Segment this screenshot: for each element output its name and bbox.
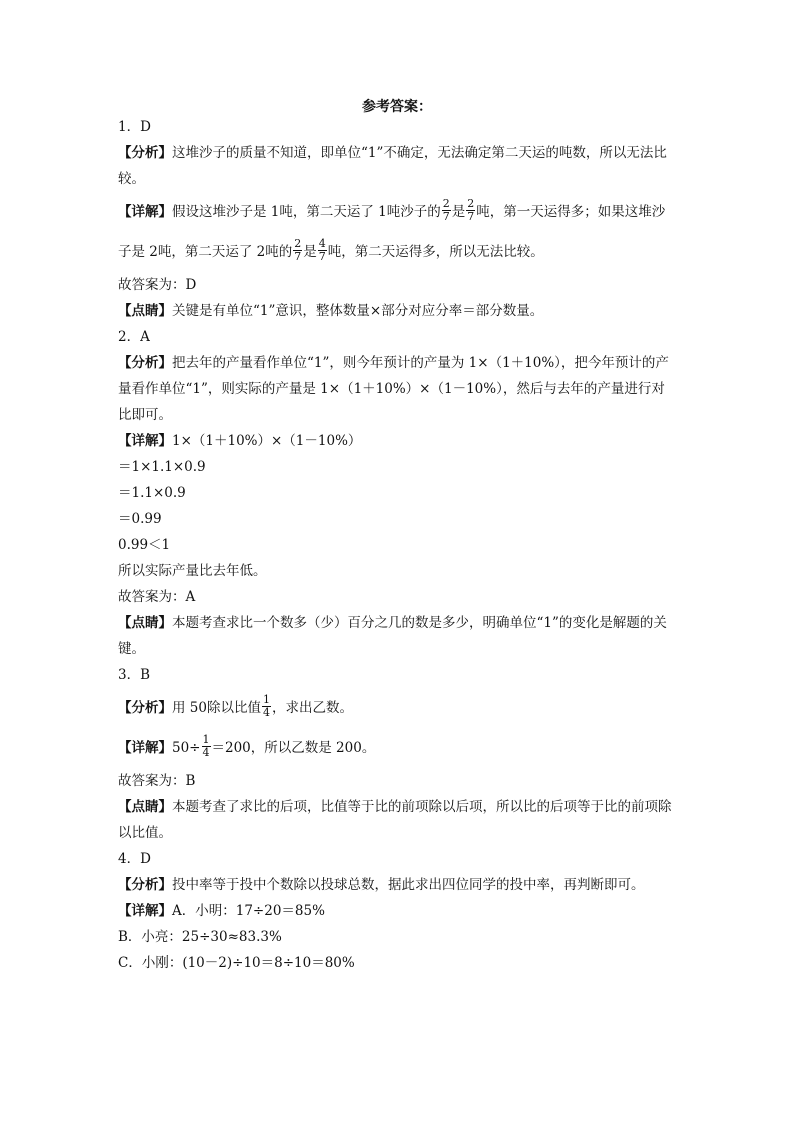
q2-answer: 故答案为：A bbox=[118, 589, 196, 605]
numerator: 2 bbox=[442, 197, 450, 210]
q1-analysis-text: 这堆沙子的质量不知道，即单位“1”不确定，无法确定第二天运的吨数，所以无法比较。 bbox=[118, 145, 667, 187]
q4-analysis-text: 投中率等于投中个数除以投球总数，据此求出四位同学的投中率，再判断即可。 bbox=[172, 877, 645, 893]
q4-detail bbox=[118, 898, 678, 924]
numerator: 1 bbox=[202, 733, 210, 746]
q4-analysis-tag: 【分析】 bbox=[118, 877, 172, 893]
q1-remark bbox=[118, 298, 678, 324]
denominator: 7 bbox=[318, 250, 326, 263]
q2-detail bbox=[118, 428, 678, 454]
q3-analysis-text-a: 用 50除以比值 bbox=[172, 700, 261, 716]
q2-step-3: ＝0.99 bbox=[118, 511, 162, 527]
numerator: 2 bbox=[467, 197, 475, 210]
q2-compare: 0.99＜1 bbox=[118, 537, 171, 553]
q3-analysis bbox=[118, 688, 678, 728]
q2-analysis-text: 把去年的产量看作单位“1”，则今年预计的产量为 1×（1＋10%），把今年预计的产量看作单位“1”，则实际的产量是 1×（1＋10%）×（1－10%），然后与去年的产量进行对比即可。 bbox=[118, 355, 669, 423]
q1-detail bbox=[118, 192, 678, 272]
q2-step-1: ＝1×1.1×0.9 bbox=[118, 459, 206, 475]
q1-detail-text-c: 吨，第一天运得多；如果这堆沙子是 2吨，第二天运了 2吨的 bbox=[118, 204, 666, 260]
q3-detail-tag: 【详解】 bbox=[118, 740, 172, 756]
page-title: 参考答案： bbox=[362, 99, 432, 115]
q1-number: 1．D bbox=[118, 119, 151, 135]
q2-number: 2．A bbox=[118, 329, 150, 345]
denominator: 7 bbox=[294, 250, 302, 263]
q3-detail-text-a: 50÷ bbox=[172, 740, 201, 756]
q2-remark-text: 本题考查求比一个数多（少）百分之几的数是多少，明确单位“1”的变化是解题的关键。 bbox=[118, 615, 667, 657]
q1-detail-text-e: 吨，第二天运得多，所以无法比较。 bbox=[327, 244, 544, 260]
q1-fraction-4 bbox=[318, 238, 327, 263]
q1-detail-text-d: 是 bbox=[303, 244, 317, 260]
q4-detail-tag: 【详解】 bbox=[118, 903, 172, 919]
q3-analysis-tag: 【分析】 bbox=[118, 700, 172, 716]
numerator: 1 bbox=[262, 693, 270, 706]
q4-detail-c: C．小刚：(10－2)÷10＝8÷10＝80% bbox=[118, 955, 355, 971]
q1-answer: 故答案为：D bbox=[118, 277, 197, 293]
q1-analysis-tag: 【分析】 bbox=[118, 145, 172, 161]
numerator: 4 bbox=[318, 237, 326, 250]
q2-remark bbox=[118, 610, 678, 662]
q2-analysis bbox=[118, 350, 678, 428]
denominator: 4 bbox=[262, 706, 270, 719]
q3-fraction-1 bbox=[262, 694, 271, 719]
q3-number: 3．B bbox=[118, 667, 151, 683]
q1-detail-text-b: 是 bbox=[451, 204, 466, 220]
q3-remark-tag: 【点睛】 bbox=[118, 799, 172, 815]
q1-analysis bbox=[118, 140, 678, 192]
q3-answer: 故答案为：B bbox=[118, 773, 196, 789]
q1-detail-tag: 【详解】 bbox=[118, 204, 172, 220]
q1-fraction-2 bbox=[466, 198, 475, 223]
q1-detail-text-a: 假设这堆沙子是 1吨，第二天运了 1吨沙子的 bbox=[172, 204, 441, 220]
q3-analysis-text-b: ，求出乙数。 bbox=[271, 700, 353, 716]
q1-fraction-3 bbox=[293, 238, 302, 263]
denominator: 7 bbox=[467, 210, 475, 223]
q2-remark-tag: 【点睛】 bbox=[118, 615, 172, 631]
q4-number: 4．D bbox=[118, 851, 151, 867]
q3-detail bbox=[118, 728, 678, 768]
q2-detail-text: 1×（1＋10%）×（1－10%） bbox=[172, 433, 362, 449]
denominator: 7 bbox=[442, 210, 450, 223]
q2-detail-tag: 【详解】 bbox=[118, 433, 172, 449]
q3-fraction-2 bbox=[202, 734, 211, 759]
q2-conclusion: 所以实际产量比去年低。 bbox=[118, 563, 267, 579]
q3-remark-text: 本题考查了求比的后项，比值等于比的前项除以后项，所以比的后项等于比的前项除以比值。 bbox=[118, 799, 672, 841]
numerator: 2 bbox=[294, 237, 302, 250]
answer-content bbox=[118, 114, 678, 976]
denominator: 4 bbox=[202, 746, 210, 759]
q4-analysis bbox=[118, 872, 678, 898]
q3-detail-text-b: ＝200，所以乙数是 200。 bbox=[211, 740, 376, 756]
q4-detail-b: B．小亮：25÷30≈83.3% bbox=[118, 929, 282, 945]
q1-remark-tag: 【点睛】 bbox=[118, 303, 172, 319]
q3-remark bbox=[118, 794, 678, 846]
q2-step-2: ＝1.1×0.9 bbox=[118, 485, 186, 501]
q1-fraction-1 bbox=[442, 198, 451, 223]
q4-detail-a: A．小明：17÷20＝85% bbox=[172, 903, 325, 919]
q2-analysis-tag: 【分析】 bbox=[118, 355, 172, 371]
q1-remark-text: 关键是有单位“1”意识，整体数量×部分对应分率＝部分数量。 bbox=[172, 303, 544, 319]
